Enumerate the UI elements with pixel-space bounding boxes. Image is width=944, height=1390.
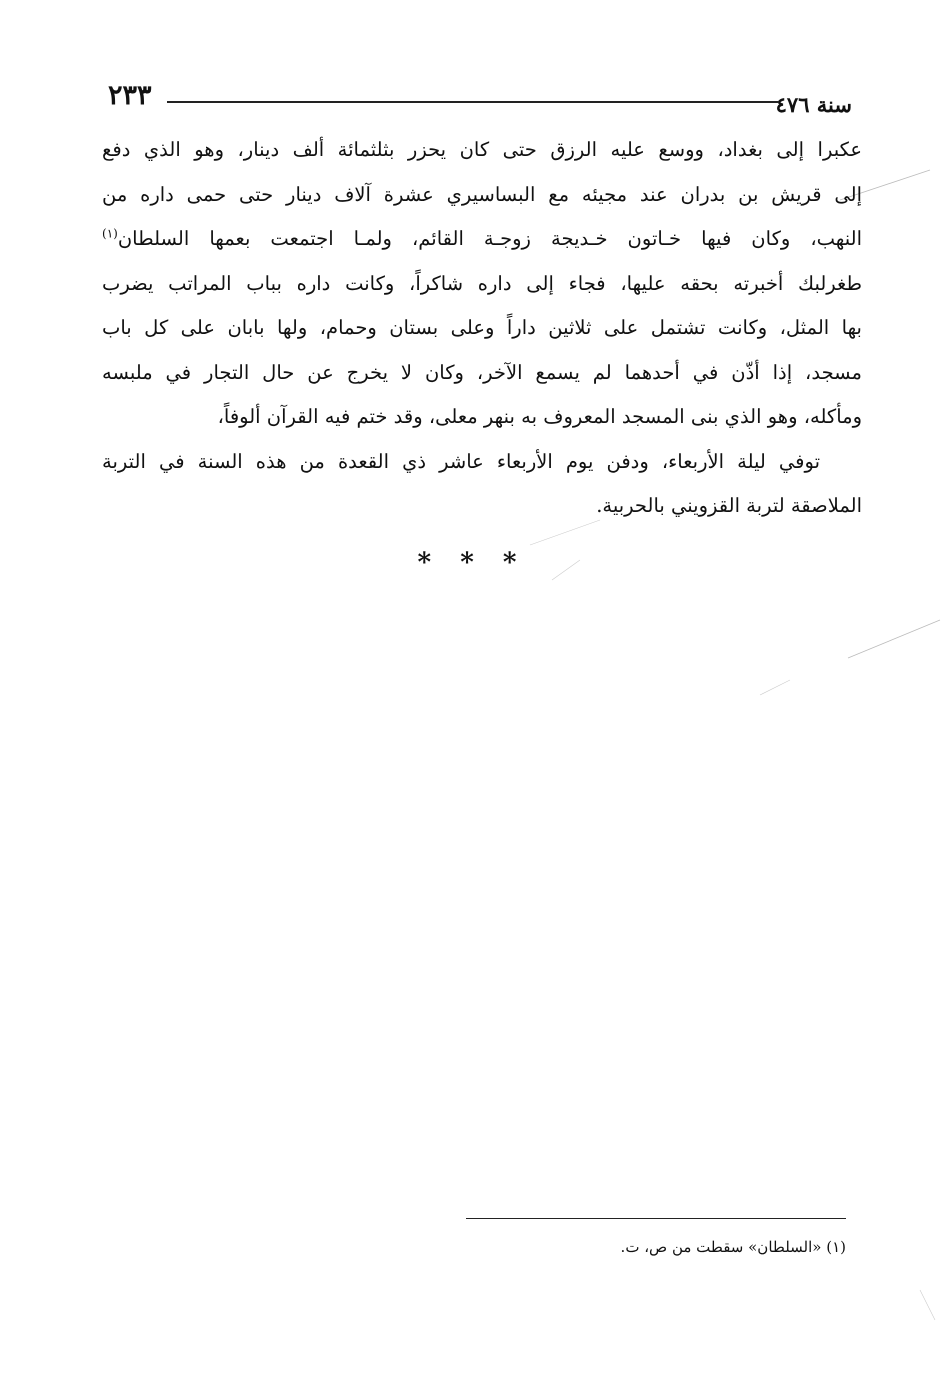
text-line: ومأكله، وهو الذي بنى المسجد المعروف به بنهر معلى، وقد ختم فيه القرآن ألوفاً، xyxy=(217,405,862,428)
text-line: مسجد، إذا أذّن في أحدهما لم يسمع الآخر، وكان لا يخرج عن حال التجار في ملبسه xyxy=(102,360,862,384)
text-line: عكبرا إلى بغداد، ووسع عليه الرزق حتى كان يحزر بثلثمائة ألف دينار، وهو الذي دفع xyxy=(102,138,862,161)
text-line: بها المثل، وكانت تشتمل على ثلاثين داراً وعلى بستان وحمام، ولها بابان على كل باب xyxy=(102,316,862,339)
footnote-rule xyxy=(466,1218,846,1219)
footnote: (١) «السلطان» سقطت من ص، ت. xyxy=(620,1238,846,1256)
text-line: طغرلبك أخبرته بحقه عليها، فجاء إلى داره شاكراً، وكانت داره بباب المراتب يضرب xyxy=(102,271,862,295)
main-text xyxy=(102,128,862,529)
header-rule xyxy=(167,101,779,103)
text-line: إلى قريش بن بدران عند مجيئه مع البساسيري عشرة آلاف دينار حتى حمى داره من xyxy=(102,182,862,206)
text-line xyxy=(102,217,862,262)
page-number: ٢٣٣ xyxy=(108,80,152,111)
section-separator: * * * xyxy=(417,548,527,578)
text-line: الملاصقة لتربة القزويني بالحربية. xyxy=(596,494,862,517)
running-header-year: سنة ٤٧٦ xyxy=(775,92,852,117)
footnote-reference: (١) xyxy=(102,226,118,241)
text-line-content: النهب، وكان فيها خـاتون خـديجة زوجـة القائم، ولمـا اجتمعت بعمها السلطان xyxy=(117,227,862,250)
text-line: توفي ليلة الأربعاء، ودفن يوم الأربعاء عاشر ذي القعدة من هذه السنة في التربة xyxy=(102,449,820,473)
